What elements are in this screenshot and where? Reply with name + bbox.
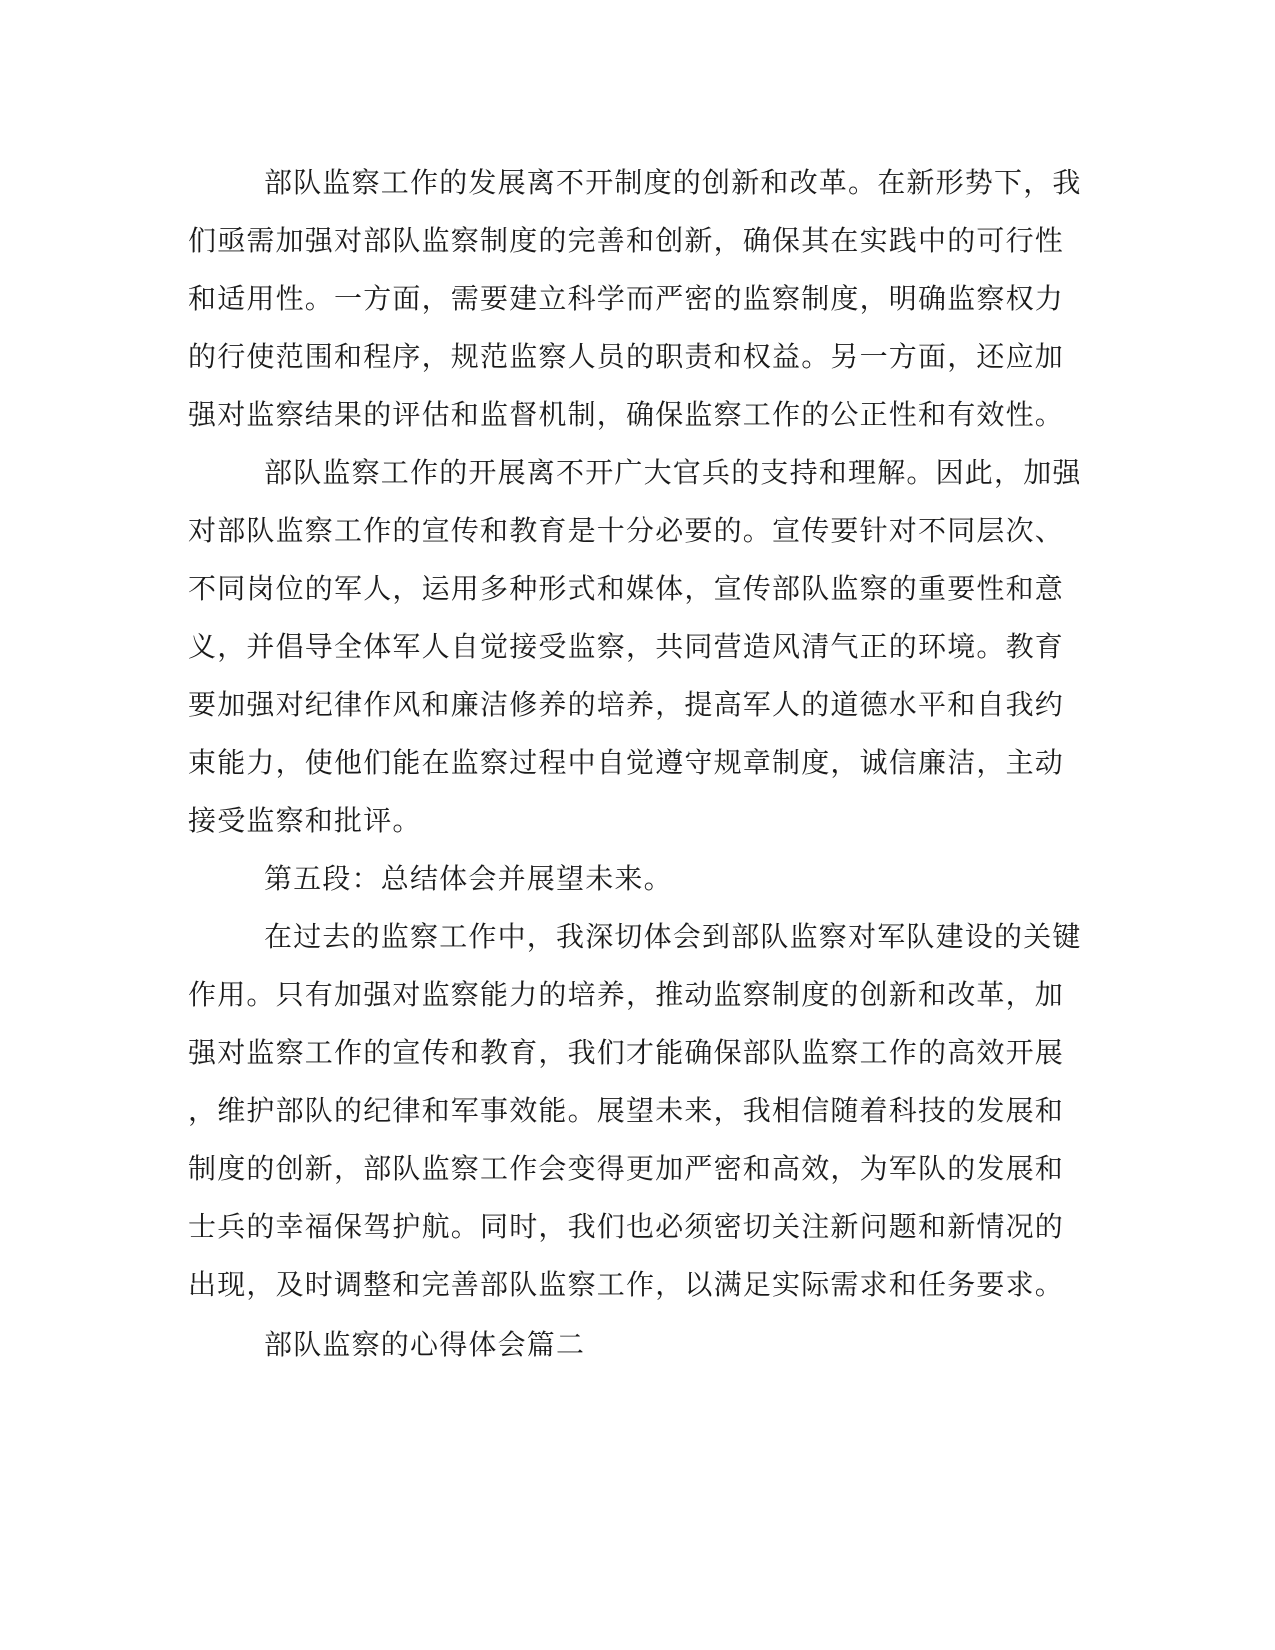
text-line: 义，并倡导全体军人自觉接受监察，共同营造风清气正的环境。教育	[188, 630, 1065, 663]
text-line: 对部队监察工作的宣传和教育是十分必要的。宣传要针对不同层次、	[188, 514, 1065, 547]
text-line: 制度的创新，部队监察工作会变得更加严密和高效，为军队的发展和	[188, 1152, 1065, 1185]
text-line: 在过去的监察工作中，我深切体会到部队监察对军队建设的关键	[264, 920, 1082, 953]
article-title: 部队监察的心得体会篇二	[264, 1328, 586, 1361]
text-line: 部队监察工作的开展离不开广大官兵的支持和理解。因此，加强	[264, 456, 1082, 489]
text-line: 束能力，使他们能在监察过程中自觉遵守规章制度，诚信廉洁，主动	[188, 746, 1065, 779]
text-line: 接受监察和批评。	[188, 804, 422, 837]
text-line: 不同岗位的军人，运用多种形式和媒体，宣传部队监察的重要性和意	[188, 572, 1065, 605]
text-line: 强对监察结果的评估和监督机制，确保监察工作的公正性和有效性。	[188, 398, 1065, 431]
text-line: 强对监察工作的宣传和教育，我们才能确保部队监察工作的高效开展	[188, 1036, 1065, 1069]
text-line: 们亟需加强对部队监察制度的完善和创新，确保其在实践中的可行性	[188, 224, 1065, 257]
text-line: 和适用性。一方面，需要建立科学而严密的监察制度，明确监察权力	[188, 282, 1065, 315]
text-line: 部队监察工作的发展离不开制度的创新和改革。在新形势下，我	[264, 166, 1082, 199]
text-line: 士兵的幸福保驾护航。同时，我们也必须密切关注新问题和新情况的	[188, 1210, 1065, 1243]
text-line: ，维护部队的纪律和军事效能。展望未来，我相信随着科技的发展和	[188, 1094, 1065, 1127]
text-line: 作用。只有加强对监察能力的培养，推动监察制度的创新和改革，加	[188, 978, 1065, 1011]
text-line: 要加强对纪律作风和廉洁修养的培养，提高军人的道德水平和自我约	[188, 688, 1065, 721]
section-heading: 第五段：总结体会并展望未来。	[264, 862, 673, 895]
text-line: 出现，及时调整和完善部队监察工作，以满足实际需求和任务要求。	[188, 1268, 1065, 1301]
text-line: 的行使范围和程序，规范监察人员的职责和权益。另一方面，还应加	[188, 340, 1065, 373]
